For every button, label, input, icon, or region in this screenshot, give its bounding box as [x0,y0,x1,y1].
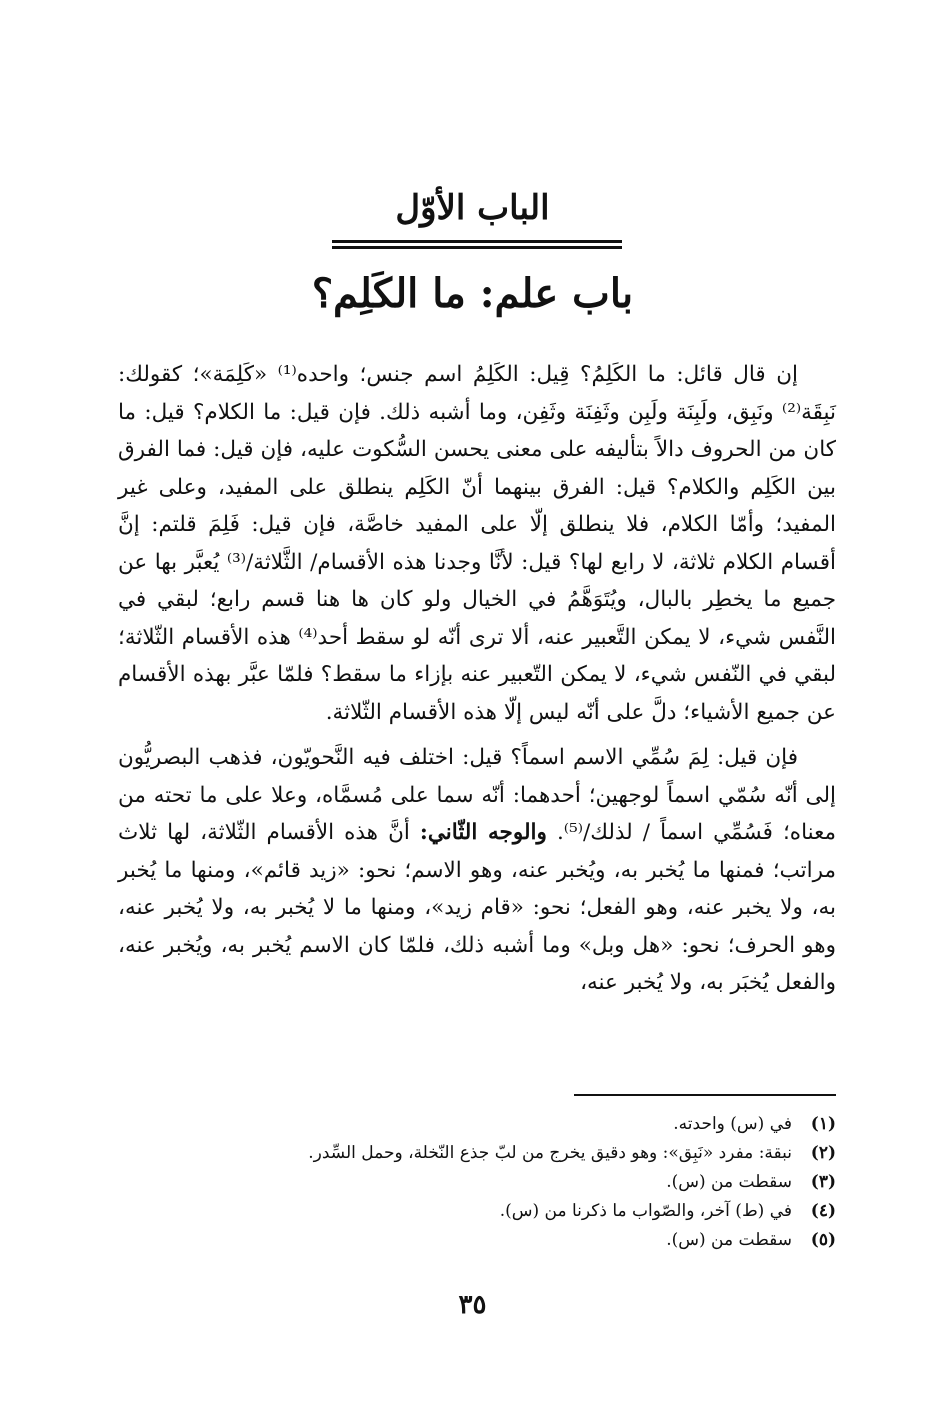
footnote-text: سقطت من (س). [666,1172,792,1192]
page-number: ٣٥ [458,1290,487,1320]
paragraph-2-end: أنَّ هذه الأقسام الثّلاثة، لها ثلاث مراتب؛ فمنها ما يُخبر به، ويُخبر عنه، وهو الاسم؛ نحو: «زيد قائم»، ومنها ما يُخبر به، ولا يخبر عنه، وهو الفعل؛ نحو: «قام زيد»، ومنها ما لا يُخبر به، ولا يُخبر عنه، وهو الحرف؛ نحو: «هل وبل» وما أشبه ذلك، فلمّا كان الاسم يُخبر به، ويُخبر عنه، والفعل يُخبَر به، ولا يُخبر عنه، [118,820,836,995]
paragraph-2-bold-phrase: والوجه الثّاني: [419,820,547,845]
paragraph-2-start: فإن قيل: لِمَ سُمِّي الاسم اسماً؟ قيل: اختلف فيه النَّحويّون، فذهب البصريُّون إلى أنّه سُمّي اسماً لوجهين؛ أحدهما: أنّه سما على مُسمَّاه، وعلا على ما تحته من معناه؛ فَسُمِّي اسماً / لذلك/⁽⁵⁾. [118,745,836,845]
footnote-text: في (س) واحدته. [673,1114,792,1134]
footnotes [118,1110,836,1255]
footnote-number: (٥) [810,1230,836,1250]
rule-line-upper [332,240,622,243]
footnote-1 [118,1110,836,1139]
footnote-3 [118,1168,836,1197]
body-text [118,356,836,1002]
chapter-title: الباب الأوّل [395,188,550,228]
footnote-5 [118,1226,836,1255]
rule-line-lower [332,246,622,249]
footnote-number: (٢) [810,1143,836,1163]
footnote-2 [118,1139,836,1168]
footnote-text: نبقة: مفرد «نَبِق»: وهو دقيق يخرج من لبّ جذع النّخلة، وحمل السِّدر. [308,1143,792,1163]
paragraph-1: إن قال قائل: ما الكَلِمُ؟ قِيل: الكَلِمُ اسم جنس؛ واحده⁽¹⁾ «كَلِمَة»؛ كقولك: نَبِقَة⁽²⁾ ونَبِق، ولَبِنَة ولَبِن وثَفِنَة وثَفِن، وما أشبه ذلك. فإن قيل: ما الكلام؟ قيل: ما كان من الحروف دالاً بتأليفه على معنى يحسن السُّكوت عليه، فإن قيل: فما الفرق بين الكَلِم والكلام؟ قيل: الفرق بينهما أنّ الكَلِم ينطلق على المفيد، وعلى غير المفيد؛ وأمّا الكلام، فلا ينطلق إلّا على المفيد خاصَّة، فإن قيل: فَلِمَ قلتم: إنَّ أقسام الكلام ثلاثة، لا رابع لها؟ قيل: لأنَّا وجدنا هذه الأقسام/ الثَّلاثة/⁽³⁾ يُعبَّر بها عن جميع ما يخطِر بالبال، ويُتَوَهَّمُ في الخيال ولو كان ها هنا قسم رابع؛ لبقي في النَّفس شيء، لا يمكن التَّعبير عنه، ألا ترى أنّه لو سقط أحد⁽⁴⁾ هذه الأقسام الثّلاثة؛ لبقي في النّفس شيء، لا يمكن التّعبير عنه بإزاء ما سقط؟ فلمّا عبَّر بهذه الأقسام عن جميع الأشياء؛ دلَّ على أنّه ليس إلّا هذه الأقسام الثّلاثة. [118,362,836,725]
paragraph-2 [118,739,836,1002]
footnote-text: سقطت من (س). [666,1230,792,1250]
footnote-4 [118,1197,836,1226]
title-double-rule [332,240,622,250]
footnote-number: (٤) [810,1201,836,1221]
footnote-number: (١) [810,1114,836,1134]
section-title: باب علم: ما الكَلِم؟ [311,270,634,317]
footnote-number: (٣) [810,1172,836,1192]
footnote-text: في (ط) آخر، والصّواب ما ذكرنا من (س). [499,1201,792,1221]
footnote-separator [574,1094,836,1096]
